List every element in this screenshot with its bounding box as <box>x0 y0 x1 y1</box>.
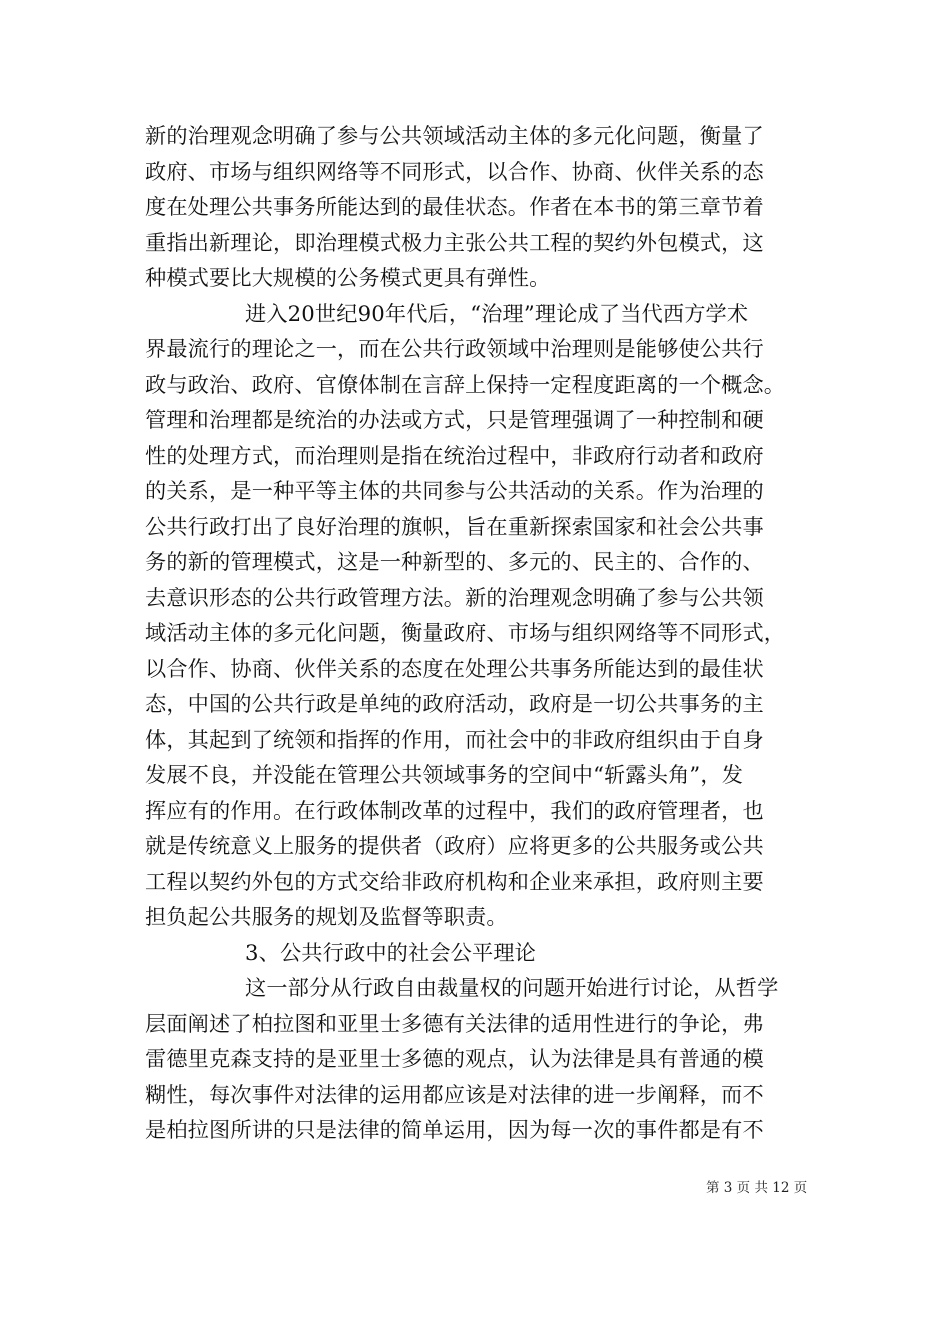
text-line: 政府、市场与组织网络等不同形式，以合作、协商、伙伴关系的态 <box>145 158 764 184</box>
text-line: 以合作、协商、伙伴关系的态度在处理公共事务所能达到的最佳状 <box>145 655 764 681</box>
page-number-footer: 第 3 页 共 12 页 <box>706 1180 808 1196</box>
text-line: 务的新的管理模式，这是一种新型的、多元的、民主的、合作的、 <box>145 549 764 574</box>
text-line: 度在处理公共事务所能达到的最佳状态。作者在本书的第三章节着 <box>145 194 764 219</box>
text-line: 雷德里克森支持的是亚里士多德的观点，认为法律是具有普通的模 <box>145 1046 764 1071</box>
text-line: 重指出新理论，即治理模式极力主张公共工程的契约外包模式，这 <box>145 229 764 255</box>
text-line: 政与政治、政府、官僚体制在言辞上保持一定程度距离的一个概念。 <box>145 371 786 397</box>
text-line: 管理和治理都是统治的办法或方式，只是管理强调了一种控制和硬 <box>145 407 764 432</box>
text-line: 工程以契约外包的方式交给非政府机构和企业来承担，政府则主要 <box>145 868 764 894</box>
text-line: 是柏拉图所讲的只是法律的简单运用，因为每一次的事件都是有不 <box>145 1117 764 1142</box>
text-line: 挥应有的作用。在行政体制改革的过程中，我们的政府管理者，也 <box>145 797 764 823</box>
text-line: 体，其起到了统领和指挥的作用，而社会中的非政府组织由于自身 <box>145 726 764 752</box>
text-line: 界最流行的理论之一，而在公共行政领域中治理则是能够使公共行 <box>145 336 764 361</box>
paragraph-start-line: 这一部分从行政自由裁量权的问题开始进行讨论，从哲学 <box>245 975 779 1000</box>
text-line: 就是传统意义上服务的提供者（政府）应将更多的公共服务或公共 <box>145 833 764 858</box>
text-line: 态，中国的公共行政是单纯的政府活动，政府是一切公共事务的主 <box>145 691 764 716</box>
text-line: 层面阐述了柏拉图和亚里士多德有关法律的适用性进行的争论，弗 <box>145 1010 764 1036</box>
body-text <box>145 118 825 1148</box>
text-line: 域活动主体的多元化问题，衡量政府、市场与组织网络等不同形式， <box>145 620 786 645</box>
text-line: 性的处理方式，而治理则是指在统治过程中，非政府行动者和政府 <box>145 442 764 468</box>
text-line: 发展不良，并没能在管理公共领域事务的空间中“斩露头角”，发 <box>145 762 744 787</box>
text-line: 担负起公共服务的规划及监督等职责。 <box>145 904 508 929</box>
text-line: 的关系，是一种平等主体的共同参与公共活动的关系。作为治理的 <box>145 478 764 503</box>
text-line: 糊性，每次事件对法律的运用都应该是对法律的进一步阐释，而不 <box>145 1081 764 1107</box>
paragraph-start-line: 进入20世纪90年代后，“治理”理论成了当代西方学术 <box>245 300 749 326</box>
text-line: 新的治理观念明确了参与公共领域活动主体的多元化问题，衡量了 <box>145 123 764 148</box>
text-line: 公共行政打出了良好治理的旗帜，旨在重新探索国家和社会公共事 <box>145 513 764 539</box>
text-line: 种模式要比大规模的公务模式更具有弹性。 <box>145 265 551 290</box>
text-line: 去意识形态的公共行政管理方法。新的治理观念明确了参与公共领 <box>145 584 764 610</box>
section-heading: 3、公共行政中的社会公平理论 <box>245 939 537 965</box>
